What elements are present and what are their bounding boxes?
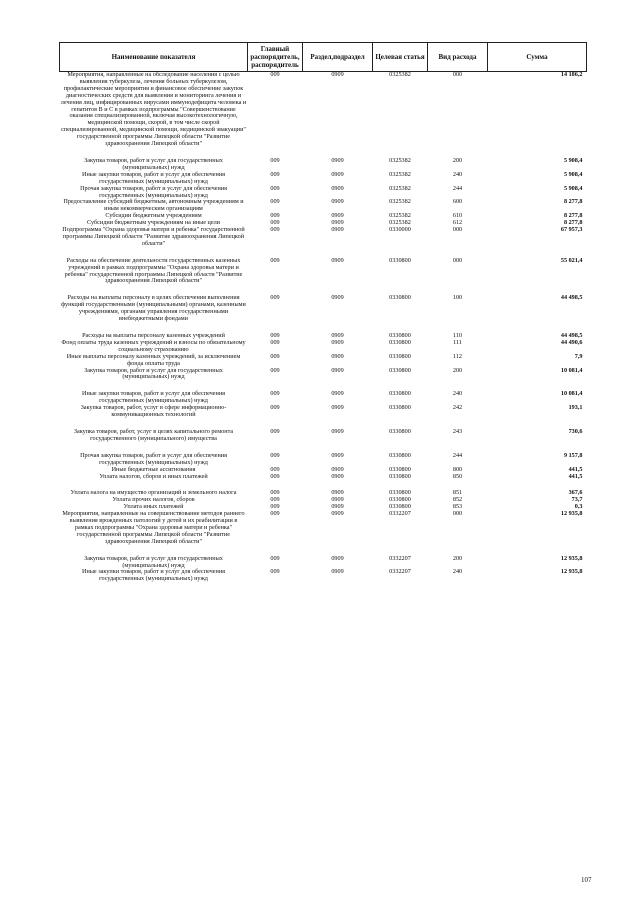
- row-sum: 12 935,8: [560, 568, 583, 576]
- row-name: Предоставление субсидий бюджетным, автономным учреждениям и иным некоммерческим организациям: [63, 198, 244, 213]
- row-section: 0909: [331, 489, 344, 497]
- row-name: Иные закупки товаров, работ и услуг для обеспечения государственных (муниципальных) нужд: [82, 390, 225, 405]
- row-type: 240: [452, 390, 463, 398]
- row-section: 0909: [331, 427, 344, 435]
- row-sum: 441,5: [568, 465, 583, 473]
- table-row: [60, 453, 587, 467]
- row-sum: 5 908,4: [563, 184, 583, 192]
- row-type: 600: [452, 198, 463, 206]
- table-row: [60, 354, 587, 368]
- row-admin: 009: [270, 332, 280, 339]
- row-sum: 14 186,2: [560, 71, 583, 78]
- row-type: 000: [452, 510, 463, 518]
- table-row: [60, 295, 587, 323]
- row-name: Фонд оплаты труда казенных учреждений и взносы по обязательному социальному страхованию: [61, 338, 246, 353]
- row-sum: 5 908,4: [563, 170, 583, 178]
- row-section: 0909: [331, 554, 344, 562]
- row-type: 242: [452, 404, 463, 412]
- row-section: 0909: [331, 212, 344, 220]
- row-admin: 009: [270, 170, 280, 178]
- row-section: 0909: [331, 338, 344, 346]
- row-admin: 009: [270, 212, 280, 220]
- row-section: 0909: [331, 390, 344, 398]
- row-target: 0330800: [389, 404, 411, 412]
- table-row: [60, 511, 587, 546]
- row-type: 610: [452, 212, 463, 220]
- table-row: [60, 556, 587, 570]
- row-section: 0909: [331, 226, 344, 234]
- row-name: Уплата налога на имущество организаций и земельного налога: [70, 489, 237, 497]
- row-sum: 55 021,4: [560, 256, 583, 264]
- row-sum: 10 081,4: [560, 390, 583, 398]
- row-name: Иные выплаты персоналу казенных учреждений, за исключением фонда оплаты труда: [66, 352, 241, 367]
- row-target: 0325382: [389, 184, 411, 192]
- row-sum: 367,6: [568, 489, 583, 497]
- row-sum: 441,5: [568, 472, 583, 480]
- row-section: 0909: [331, 366, 344, 374]
- row-sum: 0,3: [574, 503, 583, 511]
- row-sum: 8 277,8: [563, 212, 583, 220]
- row-target: 0330800: [389, 338, 411, 346]
- row-sum: 67 957,3: [560, 226, 583, 234]
- row-admin: 009: [270, 338, 280, 346]
- row-target: 0325382: [389, 156, 411, 164]
- header-section: Раздел,подраздел: [303, 43, 373, 72]
- row-section: 0909: [331, 256, 344, 264]
- row-type: 000: [452, 256, 463, 264]
- row-section: 0909: [331, 352, 344, 360]
- budget-page: [59, 42, 586, 583]
- row-section: 0909: [331, 503, 344, 511]
- row-sum: 5 908,4: [563, 156, 583, 164]
- table-row: [60, 186, 587, 200]
- row-target: 0325382: [389, 212, 411, 220]
- table-row: [60, 391, 587, 405]
- row-section: 0909: [331, 156, 344, 164]
- row-target: 0330800: [389, 332, 411, 339]
- row-type: 240: [452, 170, 463, 178]
- row-section: 0909: [331, 294, 344, 302]
- table-row: [60, 429, 587, 443]
- row-type: 112: [452, 352, 463, 360]
- header-target: Целевая статья: [373, 43, 428, 72]
- row-name: Закупка товаров, работ, услуг в целях капитального ремонта государственного (муниципального) имущества: [73, 427, 234, 442]
- row-type: 200: [452, 156, 463, 164]
- row-target: 0330800: [389, 496, 411, 504]
- row-name: Уплата иных платежей: [123, 503, 184, 511]
- row-type: 110: [452, 332, 463, 339]
- row-type: 612: [452, 219, 463, 227]
- row-type: 853: [452, 503, 463, 511]
- row-name: Закупка товаров, работ и услуг для государственных (муниципальных) нужд: [84, 366, 223, 381]
- row-admin: 009: [270, 71, 280, 78]
- table-row: [60, 72, 587, 148]
- row-target: 0330800: [389, 465, 411, 473]
- row-sum: 7,9: [574, 352, 583, 360]
- header-admin: Главный распорядитель, распорядитель: [248, 43, 303, 72]
- row-name: Иные закупки товаров, работ и услуг для обеспечения государственных (муниципальных) нужд: [82, 568, 225, 583]
- row-admin: 009: [270, 366, 280, 374]
- header-type: Вид расхода: [428, 43, 488, 72]
- page-number: 107: [581, 876, 592, 884]
- row-admin: 009: [270, 390, 280, 398]
- row-section: 0909: [331, 219, 344, 227]
- row-type: 851: [452, 489, 463, 497]
- row-target: 0330800: [389, 366, 411, 374]
- table-row: [60, 258, 587, 286]
- row-admin: 009: [270, 489, 280, 497]
- row-target: 0332207: [389, 568, 411, 576]
- row-target: 0330800: [389, 427, 411, 435]
- row-sum: 9 157,8: [563, 451, 583, 459]
- row-target: 0325382: [389, 170, 411, 178]
- row-type: 800: [452, 465, 463, 473]
- row-admin: 009: [270, 256, 280, 264]
- header-sum: Сумма: [488, 43, 587, 72]
- row-sum: 44 498,5: [560, 294, 583, 302]
- table-body: [60, 72, 587, 584]
- row-section: 0909: [331, 496, 344, 504]
- row-target: 0332207: [389, 510, 411, 518]
- row-admin: 009: [270, 465, 280, 473]
- row-target: 0332207: [389, 554, 411, 562]
- row-type: 852: [452, 496, 463, 504]
- table-row: [60, 405, 587, 419]
- row-admin: 009: [270, 226, 280, 234]
- row-admin: 009: [270, 219, 280, 227]
- row-admin: 009: [270, 294, 280, 302]
- row-type: 111: [453, 338, 462, 346]
- row-target: 0330800: [389, 294, 411, 302]
- row-sum: 730,6: [568, 427, 583, 435]
- row-section: 0909: [331, 198, 344, 206]
- row-sum: 44 490,6: [560, 338, 583, 346]
- row-admin: 009: [270, 496, 280, 504]
- row-type: 243: [452, 427, 463, 435]
- table-row: [60, 158, 587, 172]
- row-type: 000: [452, 226, 463, 234]
- row-admin: 009: [270, 156, 280, 164]
- table-row: [60, 340, 587, 354]
- row-target: 0330800: [389, 352, 411, 360]
- row-section: 0909: [331, 465, 344, 473]
- row-name: Закупка товаров, работ и услуг для государственных (муниципальных) нужд: [84, 554, 223, 569]
- header-name: Наименование показателя: [60, 43, 248, 72]
- row-name: Иные закупки товаров, работ и услуг для обеспечения государственных (муниципальных) нужд: [82, 170, 225, 185]
- row-sum: 193,1: [568, 404, 583, 412]
- row-target: 0330000: [389, 226, 411, 234]
- row-admin: 009: [270, 568, 280, 576]
- row-target: 0325382: [389, 198, 411, 206]
- row-name: Расходы на выплаты персоналу казенных учреждений: [82, 332, 225, 339]
- row-name: Прочая закупка товаров, работ и услуг для обеспечения государственных (муниципальных) нужд: [80, 451, 227, 466]
- row-name: Мероприятия, направленные на совершенствование методов раннего выявления врожденных патологий у детей и их реабилитации в рамках подпрограммы "Охрана здоровья матери и ребенка" государственной программы Липецкой области "Развитие здравоохранения Липецкой области": [62, 510, 245, 545]
- row-name: Уплата налогов, сборов и иных платежей: [99, 472, 208, 480]
- budget-table: [59, 42, 587, 583]
- row-section: 0909: [331, 170, 344, 178]
- row-sum: 12 935,8: [560, 554, 583, 562]
- row-target: 0330800: [389, 256, 411, 264]
- row-admin: 009: [270, 352, 280, 360]
- row-section: 0909: [331, 510, 344, 518]
- row-section: 0909: [331, 568, 344, 576]
- row-admin: 009: [270, 503, 280, 511]
- row-section: 0909: [331, 184, 344, 192]
- row-type: 000: [452, 71, 463, 78]
- row-name: Субсидии бюджетным учреждениям на иные цели: [87, 219, 220, 227]
- row-sum: 8 277,8: [563, 219, 583, 227]
- row-type: 850: [452, 472, 463, 480]
- row-name: Расходы на обеспечение деятельности государственных казенных учреждений в рамках подпрограммы "Охрана здоровья матери и ребенка" государственной программы Липецкой области "Развитие здравоохранения Липецкой области": [64, 256, 243, 285]
- row-section: 0909: [331, 71, 344, 78]
- row-admin: 009: [270, 198, 280, 206]
- table-row: [60, 172, 587, 186]
- row-sum: 73,7: [571, 496, 583, 504]
- table-row: [60, 227, 587, 248]
- table-row: [60, 368, 587, 382]
- row-sum: 10 081,4: [560, 366, 583, 374]
- row-target: 0330800: [389, 390, 411, 398]
- row-admin: 009: [270, 451, 280, 459]
- table-header-row: [60, 43, 587, 72]
- row-type: 200: [452, 554, 463, 562]
- table-row: [60, 199, 587, 213]
- row-type: 244: [452, 451, 463, 459]
- row-name: Закупка товаров, работ, услуг в сфере информационно-коммуникационных технологий: [80, 404, 227, 419]
- row-admin: 009: [270, 510, 280, 518]
- row-name: Субсидии бюджетным учреждениям: [105, 212, 202, 220]
- row-target: 0330800: [389, 489, 411, 497]
- row-section: 0909: [331, 472, 344, 480]
- row-target: 0330800: [389, 451, 411, 459]
- row-admin: 009: [270, 184, 280, 192]
- row-type: 100: [452, 294, 463, 302]
- row-target: 0330800: [389, 503, 411, 511]
- row-admin: 009: [270, 404, 280, 412]
- row-section: 0909: [331, 451, 344, 459]
- row-section: 0909: [331, 332, 344, 339]
- row-type: 240: [452, 568, 463, 576]
- table-row: [60, 569, 587, 583]
- row-name: Подпрограмма "Охрана здоровья матери и ребенка" государственной программы Липецкой области "Развитие здравоохранения Липецкой области": [62, 226, 245, 247]
- row-type: 244: [452, 184, 463, 192]
- row-target: 0330800: [389, 472, 411, 480]
- row-section: 0909: [331, 404, 344, 412]
- row-name: Уплата прочих налогов, сборов: [112, 496, 195, 504]
- row-name: Расходы на выплаты персоналу в целях обеспечения выполнения функций государственными (муниципальными) органами, казенными учреждениями, органами управления государственными внебюджетными фондами: [61, 294, 246, 323]
- row-sum: 8 277,8: [563, 198, 583, 206]
- row-target: 0325382: [389, 219, 411, 227]
- row-target: 0325382: [389, 71, 411, 78]
- row-admin: 009: [270, 554, 280, 562]
- row-sum: 12 935,8: [560, 510, 583, 518]
- row-name: Мероприятия, направленные на обследование населения с целью выявления туберкулеза, лечения больных туберкулезом, профилактические мероприятия и финансовое обеспечение закупок диагностических средств для выявления и мониторинга лечения и лечения лиц, инфицированных вирусами иммунодефицита человека и гепатитов В и С в рамках подпрограммы "Совершенствование оказания специализированной, включая высокотехнологичную, медицинской помощи, скорой, в том числе скорой специализированной, медицинской помощи, медицинской эвакуации" государственной программы Липецкой области "Развитие здравоохранения Липецкой области": [60, 71, 247, 148]
- table-row: [60, 474, 587, 481]
- row-name: Иные бюджетные ассигнования: [111, 465, 196, 473]
- row-name: Закупка товаров, работ и услуг для государственных (муниципальных) нужд: [84, 156, 223, 171]
- row-name: Прочая закупка товаров, работ и услуг для обеспечения государственных (муниципальных) нужд: [80, 184, 227, 199]
- row-admin: 009: [270, 472, 280, 480]
- row-sum: 44 498,5: [560, 332, 583, 339]
- row-type: 200: [452, 366, 463, 374]
- row-admin: 009: [270, 427, 280, 435]
